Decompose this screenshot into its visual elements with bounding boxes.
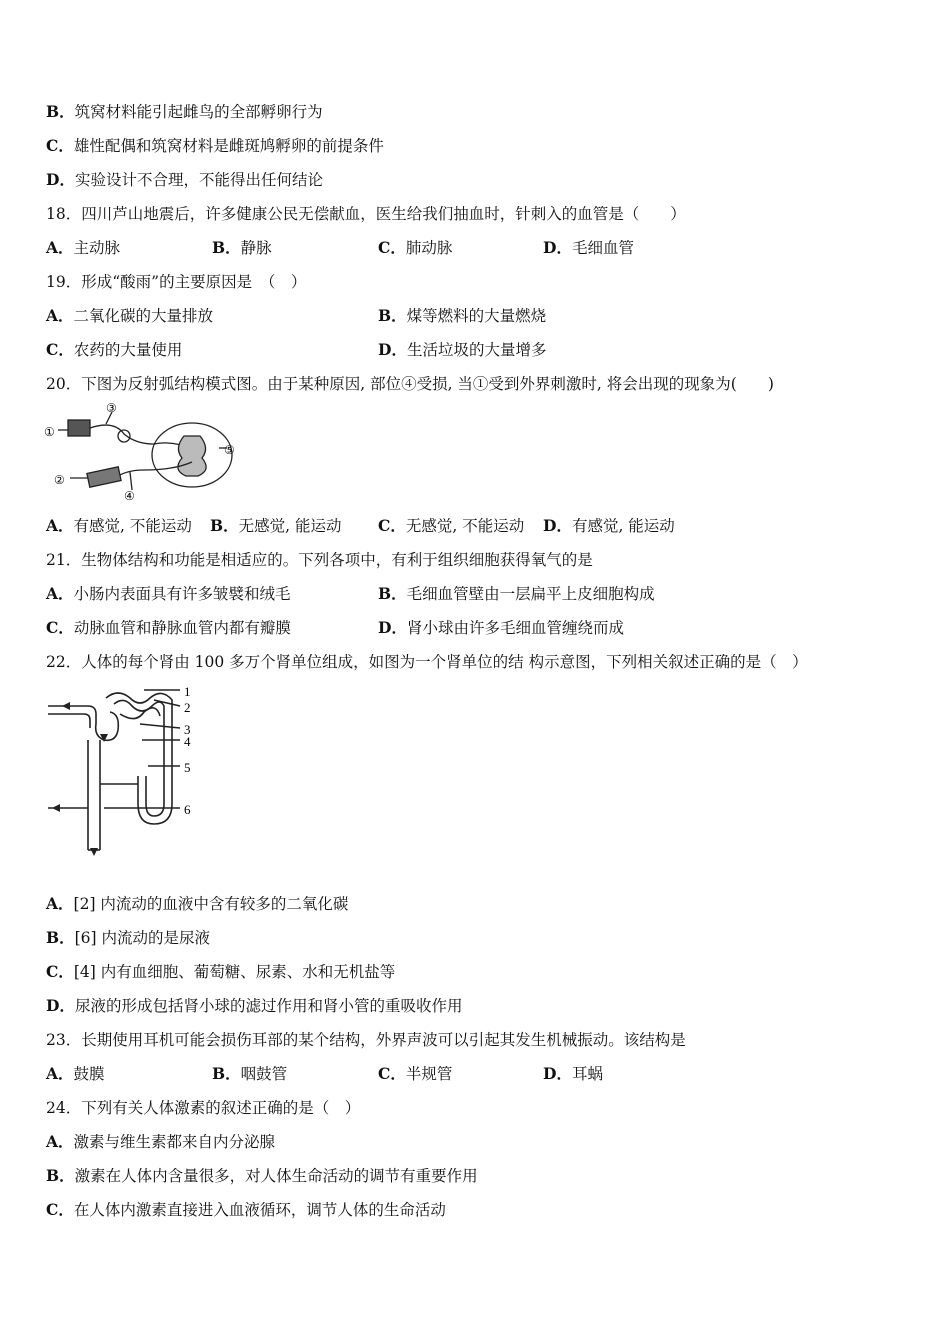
q21-option-a: A．小肠内表面具有许多皱襞和绒毛: [46, 584, 291, 603]
q22-option-d: D．尿液的形成包括肾小球的滤过作用和肾小管的重吸收作用: [46, 996, 463, 1015]
q19-option-a: A．二氧化碳的大量排放: [46, 306, 214, 325]
q17-option-d: D．实验设计不合理，不能得出任何结论: [46, 170, 323, 189]
q20-option-a: A．有感觉, 不能运动: [46, 516, 192, 535]
q22-option-c: C．[4] 内有血细胞、葡萄糖、尿素、水和无机盐等: [46, 962, 396, 981]
reflex-arc-figure: [44, 400, 240, 504]
arrow-out-shape: [52, 804, 60, 812]
fig20-label-4: ④: [124, 489, 135, 503]
q22-stem: 22．人体的每个肾由 100 多万个肾单位组成，如图为一个肾单位的结 构示意图，下列相关叙述正确的是（ ）: [46, 653, 808, 671]
q23-option-b: B．咽鼓管: [212, 1064, 288, 1083]
q20-option-d: D．有感觉, 能运动: [543, 516, 675, 535]
nephron-figure: [44, 684, 204, 862]
q18-option-c: C．肺动脉: [378, 238, 453, 257]
q24-stem: 24．下列有关人体激素的叙述正确的是（ ）: [46, 1099, 361, 1117]
q22-option-a: A．[2] 内流动的血液中含有较多的二氧化碳: [46, 894, 349, 913]
arrow-in-shape: [62, 702, 70, 710]
fig20-label-3: ③: [106, 401, 117, 415]
fig20-label-1: ①: [44, 425, 55, 439]
q19-option-c: C．农药的大量使用: [46, 340, 183, 359]
q19-option-d: D．生活垃圾的大量增多: [378, 340, 547, 359]
q21-option-c: C．动脉血管和静脉血管内都有瓣膜: [46, 618, 291, 637]
q18-option-b: B．静脉: [212, 238, 272, 257]
q24-option-c: C．在人体内激素直接进入血液循环，调节人体的生命活动: [46, 1200, 446, 1219]
fig22-label-3: 3: [184, 722, 191, 737]
q20-option-c: C．无感觉, 不能运动: [378, 516, 525, 535]
q23-stem: 23．长期使用耳机可能会损伤耳部的某个结构，外界声波可以引起其发生机械振动。该结构是: [46, 1031, 686, 1049]
q21-option-b: B．毛细血管壁由一层扁平上皮细胞构成: [378, 584, 655, 603]
q18-option-d: D．毛细血管: [543, 238, 634, 257]
q18-stem: 18．四川芦山地震后，许多健康公民无偿献血，医生给我们抽血时，针刺入的血管是（ ）: [46, 205, 686, 223]
fig22-label-6: 6: [184, 802, 191, 817]
q24-option-b: B．激素在人体内含量很多，对人体生命活动的调节有重要作用: [46, 1166, 478, 1185]
q23-option-d: D．耳蜗: [543, 1064, 603, 1083]
fig22-label-5: 5: [184, 760, 191, 775]
q23-option-a: A．鼓膜: [46, 1064, 105, 1083]
fig22-label-1: 1: [184, 684, 191, 699]
fig20-label-5: ⑤: [224, 443, 235, 457]
q21-option-d: D．肾小球由许多毛细血管缠绕而成: [378, 618, 624, 637]
fig22-label-4: 4: [184, 734, 191, 749]
q20-option-b: B．无感觉, 能运动: [210, 516, 342, 535]
q22-option-b: B．[6] 内流动的是尿液: [46, 928, 210, 947]
q19-stem: 19．形成“酸雨”的主要原因是 （ ）: [46, 273, 307, 291]
q17-option-b: B．筑窝材料能引起雌鸟的全部孵卵行为: [46, 102, 323, 121]
effector-shape: [87, 467, 121, 487]
q20-stem: 20．下图为反射弧结构模式图。由于某种原因, 部位④受损, 当①受到外界刺激时, 将会出现的现象为( ): [46, 375, 774, 393]
fig22-label-2: 2: [184, 700, 191, 715]
q19-option-b: B．煤等燃料的大量燃烧: [378, 306, 547, 325]
q24-option-a: A．激素与维生素都来自内分泌腺: [46, 1132, 276, 1151]
q18-option-a: A．主动脉: [46, 238, 121, 257]
q23-option-c: C．半规管: [378, 1064, 453, 1083]
ganglion-shape: [118, 430, 130, 442]
q21-stem: 21．生物体结构和功能是相适应的。下列各项中，有利于组织细胞获得氧气的是: [46, 551, 593, 569]
receptor-shape: [68, 420, 90, 436]
arrow-down-shape: [90, 848, 98, 856]
fig20-label-2: ②: [54, 473, 65, 487]
q17-option-c: C．雄性配偶和筑窝材料是雌斑鸠孵卵的前提条件: [46, 136, 384, 155]
